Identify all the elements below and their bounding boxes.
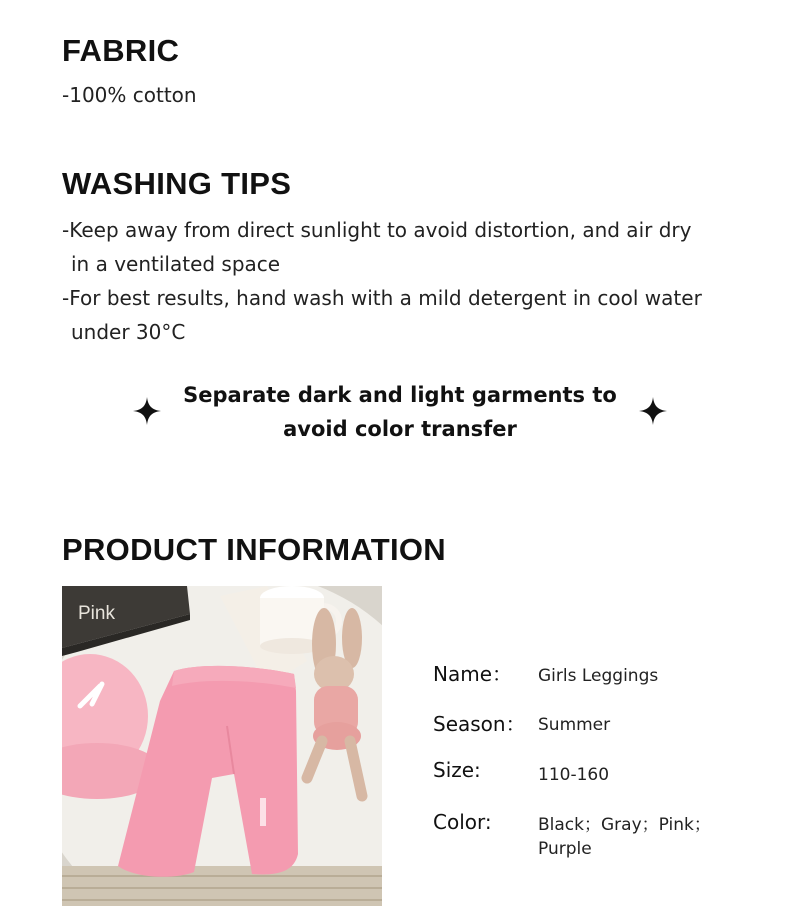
color-value: Black；Gray；Pink；Purple [538, 815, 711, 859]
washing-tip-2-continued: under 30°C [71, 320, 186, 344]
fabric-heading: FABRIC [62, 33, 180, 68]
box-label: Pink [78, 603, 115, 624]
fabric-line: -100% cotton [62, 83, 197, 107]
season-label: Season： [433, 712, 526, 736]
washing-tips-heading: WASHING TIPS [62, 166, 292, 201]
washing-tip-1: -Keep away from direct sunlight to avoid distortion, and air dry [62, 218, 692, 242]
product-photo-illustration [62, 586, 382, 906]
size-label: Size: [433, 758, 481, 782]
note-line-2: avoid color transfer [283, 417, 517, 441]
note-line-1: Separate dark and light garments to [183, 383, 617, 407]
product-photo [62, 586, 382, 906]
washing-tip-1-continued: in a ventilated space [71, 252, 281, 276]
washing-tip-2: -For best results, hand wash with a mild detergent in cool water [62, 286, 702, 310]
size-value: 110-160 [538, 765, 610, 785]
sparkle-icon [133, 397, 161, 425]
name-label: Name： [433, 662, 513, 686]
color-label: Color: [433, 810, 492, 834]
sparkle-icon [639, 397, 667, 425]
separate-garments-note [180, 378, 620, 446]
name-value: Girls Leggings [538, 666, 659, 686]
season-value: Summer [538, 715, 611, 735]
product-info-heading: PRODUCT INFORMATION [62, 532, 446, 567]
